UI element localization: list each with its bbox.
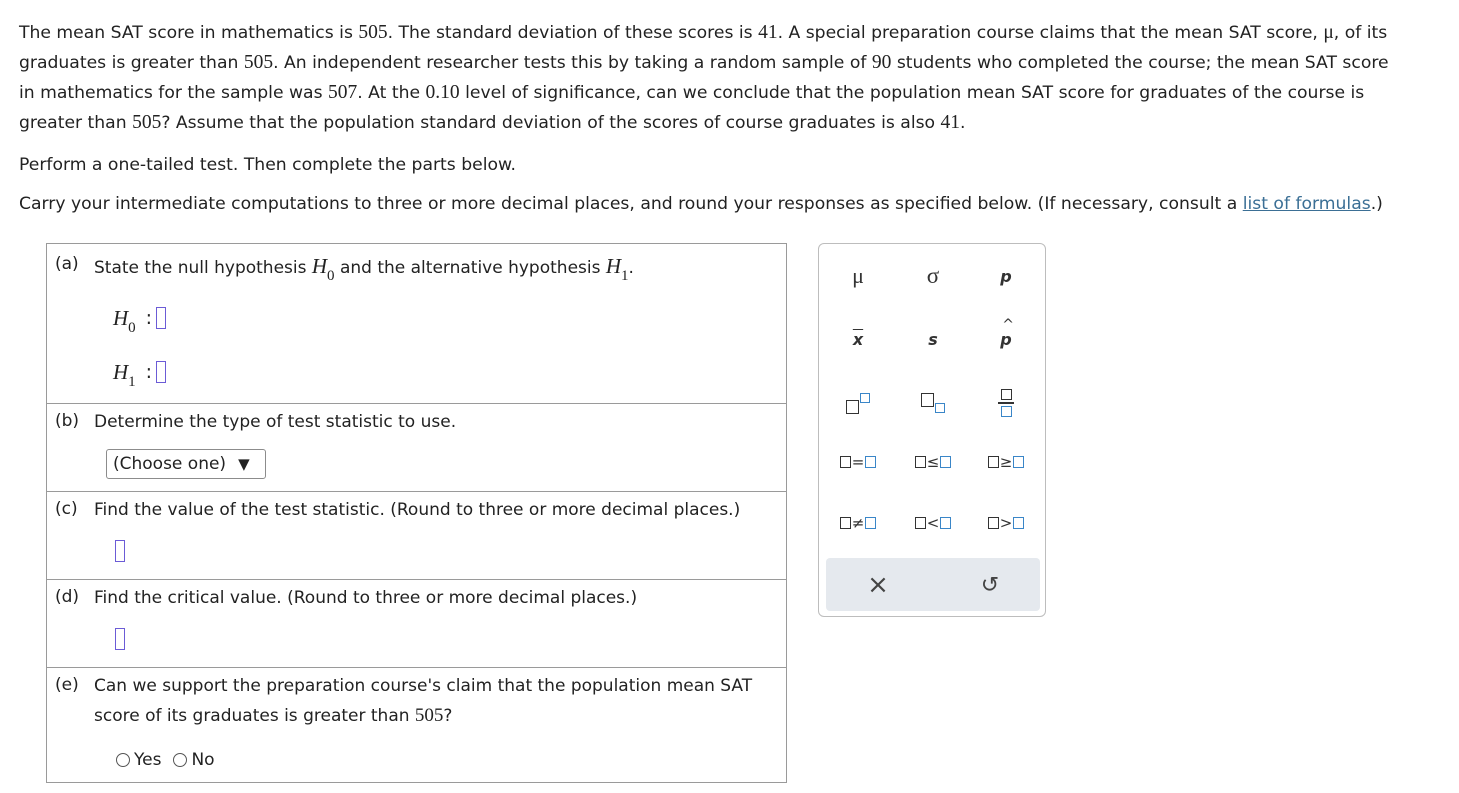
part-a-letter: (a) xyxy=(55,254,79,274)
h0-label: $H_0$ xyxy=(113,305,136,336)
part-d-letter: (d) xyxy=(55,587,80,607)
list-of-formulas-link[interactable]: list of formulas xyxy=(1242,194,1371,214)
clear-button[interactable] xyxy=(848,565,908,605)
h1-label: $H_1$ xyxy=(113,359,136,390)
superscript-button[interactable] xyxy=(828,383,888,423)
greater-equal-button[interactable] xyxy=(976,442,1036,482)
sigma-button[interactable]: σ xyxy=(926,263,940,288)
problem-line-2: graduates is greater than 505. An independent researcher tests this by taking a random sample of 90 students who completed the course; the mean SAT score xyxy=(19,52,1389,73)
instruction-one-tailed: Perform a one-tailed test. Then complete the parts below. xyxy=(19,155,516,175)
no-radio[interactable] xyxy=(173,753,187,767)
part-c-prompt: Find the value of the test statistic. (Round to three or more decimal places.) xyxy=(94,500,741,520)
part-e xyxy=(47,668,786,782)
yes-radio[interactable] xyxy=(116,753,130,767)
close-icon: × xyxy=(867,570,889,600)
alt-hypothesis-row: $H_1$ : xyxy=(113,357,166,387)
part-e-prompt: Can we support the preparation course's claim that the population mean SAT score of its graduates is greater than 505? xyxy=(94,676,753,726)
problem-line-4: greater than 505? Assume that the population standard deviation of the scores of course graduates is also 41. xyxy=(19,112,966,133)
subscript-button[interactable] xyxy=(903,383,963,423)
critical-value-input[interactable] xyxy=(115,628,125,650)
test-statistic-input[interactable] xyxy=(115,540,125,562)
part-a xyxy=(47,244,786,404)
less-than-icon: < xyxy=(915,514,952,532)
test-statistic-select[interactable] xyxy=(106,449,266,479)
hat-icon: ^ xyxy=(1002,316,1014,333)
select-value: (Choose one) xyxy=(113,454,227,474)
equals-button[interactable] xyxy=(828,442,888,482)
mu-button[interactable]: μ xyxy=(852,263,864,288)
problem-statement xyxy=(19,18,1444,138)
less-equal-button[interactable] xyxy=(903,442,963,482)
not-equal-button[interactable] xyxy=(828,503,888,543)
subscript-icon xyxy=(918,391,948,415)
problem-line-1: The mean SAT score in mathematics is 505. The standard deviation of these scores is 41. A special preparation course claims that the mean SAT score, μ, of its xyxy=(19,22,1388,43)
part-a-prompt: State the null hypothesis H0 and the alternative hypothesis H1. xyxy=(94,254,634,284)
equals-icon: = xyxy=(840,453,877,471)
less-equal-icon: ≤ xyxy=(915,453,952,471)
part-b-prompt: Determine the type of test statistic to use. xyxy=(94,412,457,432)
p-hat-button[interactable]: ^ p xyxy=(1000,316,1014,349)
part-e-letter: (e) xyxy=(55,675,79,695)
greater-equal-icon: ≥ xyxy=(988,453,1025,471)
yes-label: Yes xyxy=(134,750,162,770)
undo-button[interactable] xyxy=(960,565,1020,605)
part-c-letter: (c) xyxy=(55,499,78,519)
undo-icon: ↺ xyxy=(980,572,1000,598)
part-c xyxy=(47,492,786,580)
h1-answer-input[interactable] xyxy=(156,361,166,383)
h0-answer-input[interactable] xyxy=(156,307,166,329)
greater-than-icon: > xyxy=(988,514,1025,532)
part-d xyxy=(47,580,786,668)
no-label: No xyxy=(191,750,215,770)
fraction-button[interactable] xyxy=(976,383,1036,423)
dropdown-arrow-icon: ▼ xyxy=(238,455,250,473)
x-bar-button[interactable]: $\overline{x}$ xyxy=(852,329,864,349)
instruction-rounding: Carry your intermediate computations to three or more decimal places, and round your responses as specified below. (If necessary, consult a list of formulas.) xyxy=(19,194,1383,214)
not-equal-icon: ≠ xyxy=(840,514,877,532)
symbol-palette xyxy=(818,243,1046,617)
part-d-prompt: Find the critical value. (Round to three or more decimal places.) xyxy=(94,588,638,608)
superscript-icon xyxy=(843,391,873,415)
less-than-button[interactable] xyxy=(903,503,963,543)
greater-than-button[interactable] xyxy=(976,503,1036,543)
palette-action-bar xyxy=(826,558,1040,611)
s-button[interactable]: s xyxy=(928,329,938,349)
problem-line-3: in mathematics for the sample was 507. At the 0.10 level of significance, can we conclude that the population mean SAT score for graduates of the course is xyxy=(19,82,1365,103)
support-claim-radio-group xyxy=(116,750,215,770)
null-hypothesis-row: $H_0$ : xyxy=(113,303,166,333)
part-b-letter: (b) xyxy=(55,411,80,431)
p-button[interactable]: p xyxy=(1000,266,1012,286)
fraction-icon xyxy=(998,389,1014,416)
question-panel xyxy=(46,243,787,783)
part-b xyxy=(47,404,786,492)
